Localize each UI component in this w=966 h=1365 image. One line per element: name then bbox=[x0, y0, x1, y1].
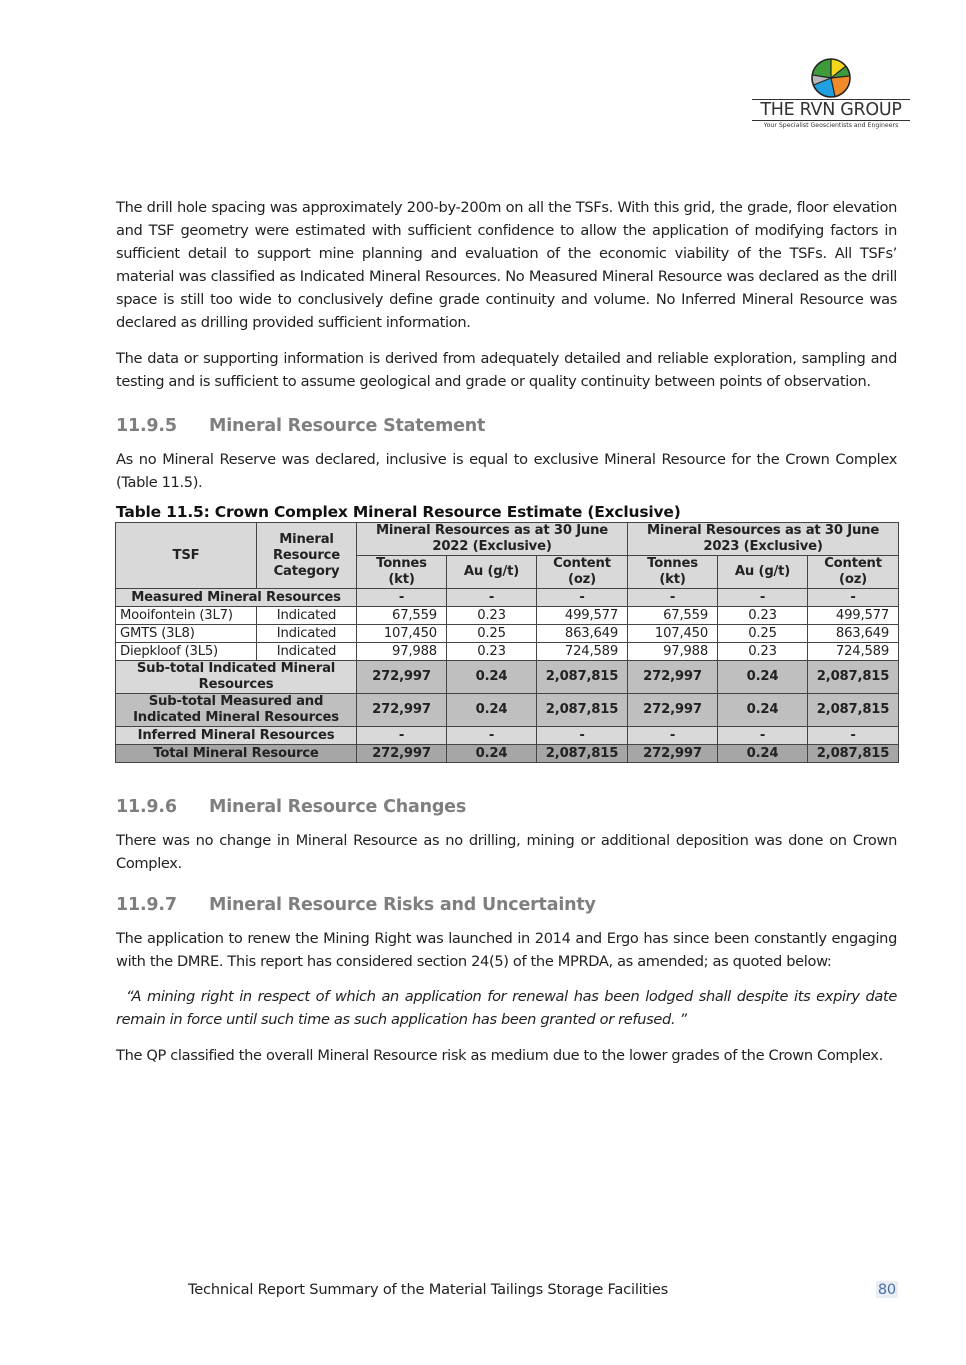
cell: 2,087,815 bbox=[808, 661, 899, 694]
cell: 0.25 bbox=[447, 625, 537, 643]
header-tonnes-2022: Tonnes (kt) bbox=[357, 556, 447, 589]
table-caption: Table 11.5: Crown Complex Mineral Resource Estimate (Exclusive) bbox=[116, 503, 681, 521]
cell-category: Indicated bbox=[257, 607, 357, 625]
table-row bbox=[116, 643, 899, 661]
page-footer bbox=[188, 1281, 898, 1298]
cell: 724,589 bbox=[808, 643, 899, 661]
cell-tsf: GMTS (3L8) bbox=[116, 625, 257, 643]
cell: - bbox=[718, 589, 808, 607]
cell: 0.25 bbox=[718, 625, 808, 643]
cell: 0.24 bbox=[447, 661, 537, 694]
cell: 499,577 bbox=[537, 607, 628, 625]
heading-title: Mineral Resource Changes bbox=[209, 797, 467, 817]
cell: - bbox=[357, 727, 447, 745]
heading-title: Mineral Resource Risks and Uncertainty bbox=[209, 895, 596, 915]
row-label: Inferred Mineral Resources bbox=[116, 727, 357, 745]
cell: 272,997 bbox=[357, 661, 447, 694]
cell: 272,997 bbox=[357, 745, 447, 763]
row-label: Measured Mineral Resources bbox=[116, 589, 357, 607]
heading-11-9-6 bbox=[116, 797, 897, 817]
cell: - bbox=[628, 589, 718, 607]
header-group-2022: Mineral Resources as at 30 June 2022 (Exclusive) bbox=[357, 523, 628, 556]
cell: 2,087,815 bbox=[537, 694, 628, 727]
cell: 272,997 bbox=[628, 661, 718, 694]
cell: 272,997 bbox=[628, 694, 718, 727]
page-number: 80 bbox=[877, 1281, 896, 1298]
header-au-2023: Au (g/t) bbox=[718, 556, 808, 589]
cell: 2,087,815 bbox=[537, 661, 628, 694]
table-row-subtotal-measured-indicated bbox=[116, 694, 899, 727]
cell-tsf: Diepkloof (3L5) bbox=[116, 643, 257, 661]
cell: 2,087,815 bbox=[808, 694, 899, 727]
heading-number: 11.9.6 bbox=[116, 797, 177, 817]
cell: 0.23 bbox=[718, 607, 808, 625]
table-row bbox=[116, 607, 899, 625]
cell: 67,559 bbox=[357, 607, 447, 625]
heading-number: 11.9.7 bbox=[116, 895, 177, 915]
row-label: Sub-total Indicated Mineral Resources bbox=[116, 661, 357, 694]
table-row-subtotal-indicated bbox=[116, 661, 899, 694]
cell: - bbox=[537, 727, 628, 745]
cell: 724,589 bbox=[537, 643, 628, 661]
cell: 0.23 bbox=[447, 643, 537, 661]
paragraph-drill-spacing: The drill hole spacing was approximately 200-by-200m on all the TSFs. With this grid, the grade, floor elevation and TSF geometry were estimated with sufficient confidence to allow the application of modifying factors in sufficient detail to support mine planning and evaluation of the economic viability of the TSFs. All TSFs’ material was classified as Indicated Mineral Resources. No Measured Mineral Resource was declared as the drill space is still too wide to conclusively define grade continuity and volume. No Inferred Mineral Resource was declared as drilling provided sufficient information. bbox=[116, 199, 897, 331]
cell: 0.24 bbox=[447, 745, 537, 763]
table-row-inferred bbox=[116, 727, 899, 745]
page-content bbox=[116, 196, 897, 1067]
pie-chart-logo-icon bbox=[811, 58, 851, 98]
cell: 2,087,815 bbox=[537, 745, 628, 763]
cell: 0.24 bbox=[718, 661, 808, 694]
paragraph-risk-conclusion: The QP classified the overall Mineral Resource risk as medium due to the lower grades of the Crown Complex. bbox=[116, 1047, 883, 1064]
logo-tagline: Your Specialist Geoscientists and Engineers bbox=[763, 122, 899, 129]
heading-number: 11.9.5 bbox=[116, 416, 177, 436]
cell: - bbox=[808, 589, 899, 607]
table-row-measured bbox=[116, 589, 899, 607]
mineral-resource-table bbox=[115, 522, 899, 763]
cell: 0.23 bbox=[447, 607, 537, 625]
table-row bbox=[116, 625, 899, 643]
cell: 0.24 bbox=[718, 745, 808, 763]
header-content-2023: Content (oz) bbox=[808, 556, 899, 589]
cell: 272,997 bbox=[628, 745, 718, 763]
table-row-total bbox=[116, 745, 899, 763]
cell: 0.24 bbox=[447, 694, 537, 727]
cell: 97,988 bbox=[357, 643, 447, 661]
cell: - bbox=[447, 589, 537, 607]
header-au-2022: Au (g/t) bbox=[447, 556, 537, 589]
cell: 97,988 bbox=[628, 643, 718, 661]
cell: - bbox=[357, 589, 447, 607]
cell: - bbox=[628, 727, 718, 745]
header-content-2022: Content (oz) bbox=[537, 556, 628, 589]
paragraph-mining-right: The application to renew the Mining Right was launched in 2014 and Ergo has since been constantly engaging with the DMRE. This report has considered section 24(5) of the MPRDA, as amended; as quoted below: bbox=[116, 930, 897, 970]
cell: - bbox=[718, 727, 808, 745]
cell: - bbox=[808, 727, 899, 745]
paragraph-resource-changes: There was no change in Mineral Resource as no drilling, mining or additional deposition was done on Crown Complex. bbox=[116, 832, 897, 872]
heading-11-9-7 bbox=[116, 895, 897, 915]
cell: - bbox=[537, 589, 628, 607]
cell: 272,997 bbox=[357, 694, 447, 727]
heading-11-9-5 bbox=[116, 416, 897, 436]
cell: 499,577 bbox=[808, 607, 899, 625]
header-category: Mineral Resource Category bbox=[257, 523, 357, 589]
paragraph-resource-statement: As no Mineral Reserve was declared, inclusive is equal to exclusive Mineral Resource for the Crown Complex (Table 11.5). bbox=[116, 451, 897, 491]
table-header-row bbox=[116, 523, 899, 556]
header-tonnes-2023: Tonnes (kt) bbox=[628, 556, 718, 589]
header-group-2023: Mineral Resources as at 30 June 2023 (Exclusive) bbox=[628, 523, 899, 556]
quote-mprda: “A mining right in respect of which an application for renewal has been lodged shall despite its expiry date remain in force until such time as such application has been granted or refused. ” bbox=[116, 988, 897, 1028]
cell: 0.23 bbox=[718, 643, 808, 661]
cell-category: Indicated bbox=[257, 625, 357, 643]
footer-title: Technical Report Summary of the Material Tailings Storage Facilities bbox=[188, 1281, 669, 1298]
row-label: Sub-total Measured and Indicated Mineral Resources bbox=[116, 694, 357, 727]
cell: 863,649 bbox=[537, 625, 628, 643]
paragraph-supporting-data: The data or supporting information is derived from adequately detailed and reliable exploration, sampling and testing and is sufficient to assume geological and grade or quality continuity between points of observation. bbox=[116, 350, 897, 390]
company-logo bbox=[752, 58, 912, 134]
row-label: Total Mineral Resource bbox=[116, 745, 357, 763]
header-tsf: TSF bbox=[116, 523, 257, 589]
cell-category: Indicated bbox=[257, 643, 357, 661]
cell: 67,559 bbox=[628, 607, 718, 625]
cell: 0.24 bbox=[718, 694, 808, 727]
cell-tsf: Mooifontein (3L7) bbox=[116, 607, 257, 625]
heading-title: Mineral Resource Statement bbox=[209, 416, 486, 436]
logo-brand-name: THE RVN GROUP bbox=[752, 99, 910, 121]
cell: 107,450 bbox=[628, 625, 718, 643]
cell: 2,087,815 bbox=[808, 745, 899, 763]
cell: 863,649 bbox=[808, 625, 899, 643]
cell: - bbox=[447, 727, 537, 745]
cell: 107,450 bbox=[357, 625, 447, 643]
